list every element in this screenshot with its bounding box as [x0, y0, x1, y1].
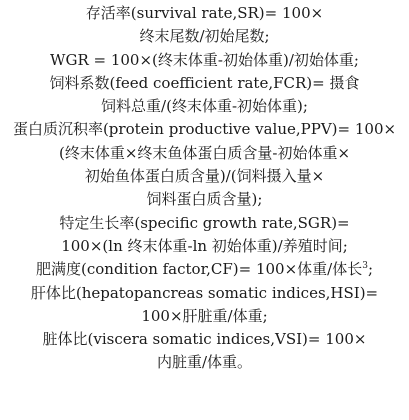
formula-line-cf-end: ;	[367, 260, 373, 279]
formula-line-fcr-cont: 饲料总重/(终末体重-初始体重);	[101, 97, 308, 116]
formula-line-hsi: 肝体比(hepatopancreas somatic indices,HSI)=	[30, 283, 379, 302]
formula-line-vsi-cont: 内脏重/体重。	[156, 353, 253, 372]
formula-line-ppv: 蛋白质沉积率(protein productive value,PPV)= 100×	[12, 120, 397, 139]
formula-line-ppv-cont-2: 初始鱼体蛋白质含量)/(饲料摄入量×	[84, 167, 325, 186]
formula-line-vsi: 脏体比(viscera somatic indices,VSI)= 100×	[42, 330, 367, 349]
formula-line-hsi-cont: 100×肝脏重/体重;	[141, 306, 268, 325]
formula-line-cf	[0, 258, 409, 281]
formula-line-survival-rate: 存活率(survival rate,SR)= 100×	[85, 4, 324, 22]
formula-line-ppv-cont-1: (终末体重×终末鱼体蛋白质含量-初始体重×	[58, 143, 351, 162]
formula-line-fcr: 饲料系数(feed coefficient rate,FCR)= 摄食	[49, 73, 360, 92]
formula-line-sgr: 特定生长率(specific growth rate,SGR)=	[59, 213, 350, 232]
formula-line-wgr: WGR = 100×(终末体重-初始体重)/初始体重;	[50, 50, 359, 69]
formula-line-survival-rate-cont: 终末尾数/初始尾数;	[139, 27, 270, 46]
formula-line-sgr-cont: 100×(ln 终末体重-ln 初始体重)/养殖时间;	[61, 236, 348, 255]
formula-line-cf-text: 肥满度(condition factor,CF)= 100×体重/体长	[36, 260, 363, 279]
formula-line-cf-exponent: 3	[362, 261, 368, 272]
formula-line-ppv-cont-3: 饲料蛋白质含量);	[146, 190, 263, 209]
